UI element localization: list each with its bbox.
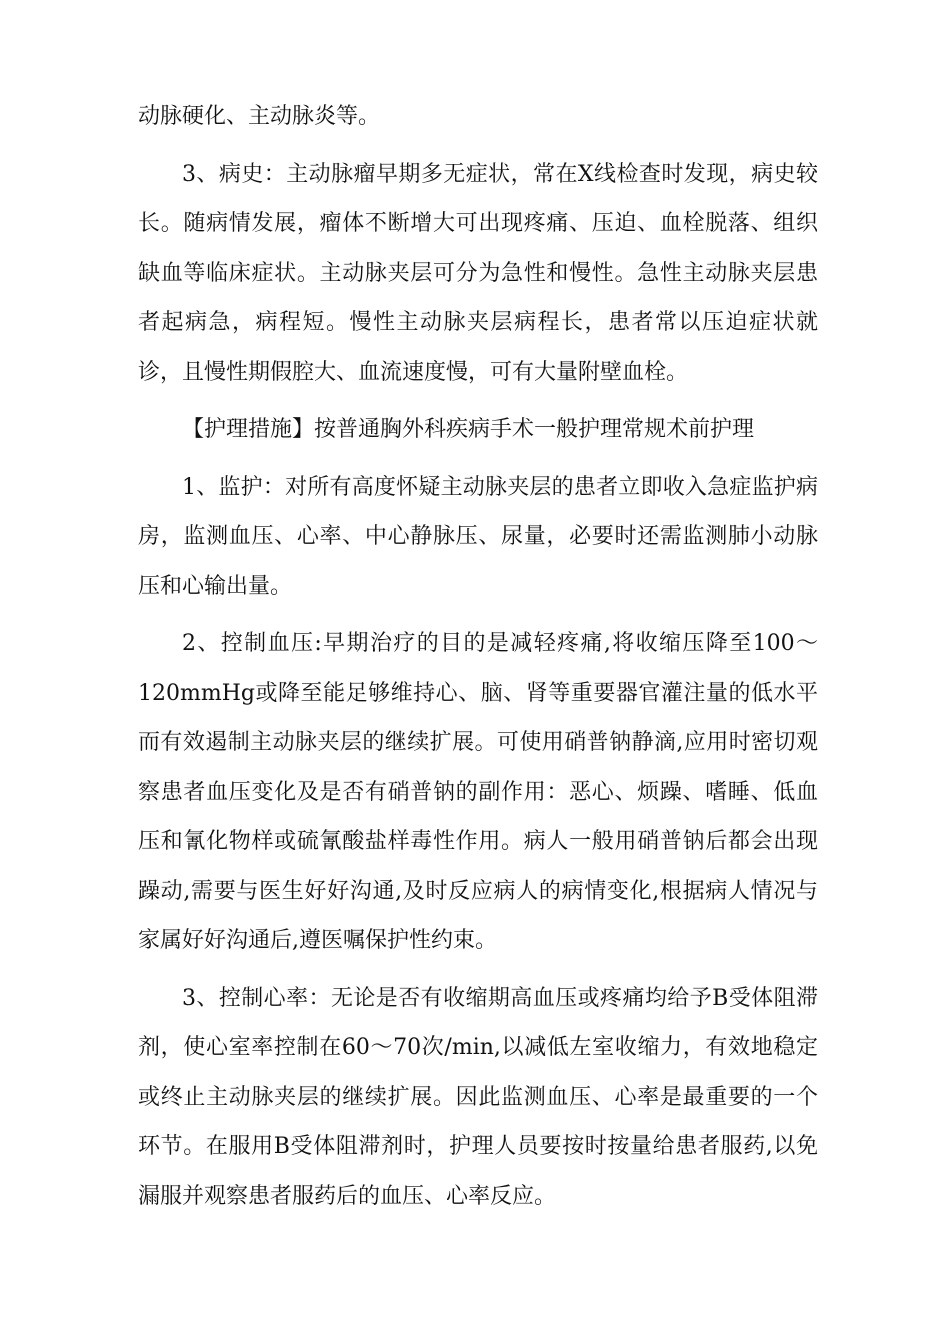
paragraph-heart-rate-control: 3、控制心率：无论是否有收缩期高血压或疼痛均给予Β受体阻滞剂，使心室率控制在60～70次/min,以减低左室收缩力，有效地稳定或终止主动脉夹层的继续扩展。因此监测血压、心率是最重要的一个环节。在服用Β受体阻滞剂时，护理人员要按时按量给患者服药,以免漏服并观察患者服药后的血压、心率反应。: [138, 985, 818, 1209]
paragraph-monitoring: 1、监护：对所有高度怀疑主动脉夹层的患者立即收入急症监护病房，监测血压、心率、中心静脉压、尿量，必要时还需监测肺小动脉压和心输出量。: [138, 474, 818, 599]
document-body: [138, 92, 818, 1221]
paragraph-medical-history: 3、病史：主动脉瘤早期多无症状，常在X线检查时发现，病史较长。随病情发展，瘤体不断增大可出现疼痛、压迫、血栓脱落、组织缺血等临床症状。主动脉夹层可分为急性和慢性。急性主动脉夹层患者起病急，病程短。慢性主动脉夹层病程长，患者常以压迫症状就诊，且慢性期假腔大、血流速度慢，可有大量附壁血栓。: [138, 161, 818, 385]
paragraph-blood-pressure-control: 2、控制血压:早期治疗的目的是减轻疼痛,将收缩压降至100～120mmHg或降至能足够维持心、脑、肾等重要器官灌注量的低水平而有效遏制主动脉夹层的继续扩展。可使用硝普钠静滴,应用时密切观察患者血压变化及是否有硝普钠的副作用：恶心、烦躁、嗜睡、低血压和氰化物样或硫氰酸盐样毒性作用。病人一般用硝普钠后都会出现躁动,需要与医生好好沟通,及时反应病人的病情变化,根据病人情况与家属好好沟通后,遵医嘱保护性约束。: [138, 631, 818, 953]
paragraph-nursing-measures-heading: 【护理措施】按普通胸外科疾病手术一般护理常规术前护理: [182, 417, 755, 442]
paragraph-continuation: 动脉硬化、主动脉炎等。: [138, 104, 381, 129]
